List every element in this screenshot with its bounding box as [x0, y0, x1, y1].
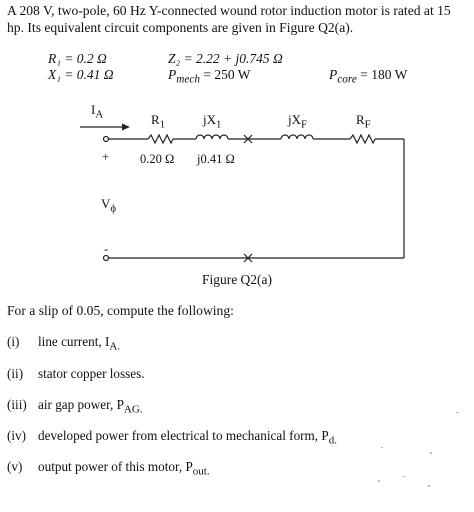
pcore-subscript: core — [337, 73, 357, 86]
question-subscript: out. — [192, 465, 210, 478]
pmech-value: = 250 W — [200, 67, 251, 82]
pmech-subscript: mech — [176, 73, 200, 86]
problem-intro: A 208 V, two-pole, 60 Hz Y-connected wound rotor induction motor is rated at 15 hp. Its equivalent circuit components are given in Figure Q2(a). — [7, 3, 451, 35]
jxf-symbol: jX — [288, 112, 301, 127]
param-z2: Z₂ = 2.22 + j0.745 Ω — [168, 51, 283, 66]
r1-subscript: 1 — [159, 118, 166, 131]
questions-intro: For a slip of 0.05, compute the following: — [7, 303, 234, 318]
question-number: (iii) — [7, 397, 27, 412]
question-subscript: AG. — [123, 403, 143, 416]
question-number: (v) — [7, 459, 23, 474]
question-number: (i) — [7, 334, 20, 349]
jxf-subscript: F — [301, 118, 308, 131]
jx1-subscript: 1 — [216, 118, 222, 131]
question-text: line current, I — [38, 334, 110, 349]
question-number: (iv) — [7, 428, 27, 443]
rf-subscript: F — [364, 118, 371, 131]
jx1-symbol: jX — [203, 112, 216, 127]
v-symbol: V — [101, 196, 111, 211]
minus-sign: - — [104, 242, 109, 256]
question-subscript: A. — [109, 340, 121, 353]
speck — [381, 447, 383, 448]
pmech-symbol: P — [168, 67, 177, 82]
figure-caption: Figure Q2(a) — [201, 272, 273, 287]
speck — [430, 452, 432, 454]
question-text: stator copper losses. — [38, 366, 145, 381]
param-r1: R₁ = 0.2 Ω — [48, 51, 107, 66]
v-subscript: ϕ — [110, 202, 117, 215]
ia-subscript: A — [95, 108, 104, 121]
param-x1: X₁ = 0.41 Ω — [48, 67, 114, 82]
speck — [378, 480, 380, 482]
speck — [456, 412, 459, 413]
rf-symbol: R — [356, 112, 365, 127]
r1-value: 0.20 Ω — [140, 152, 175, 166]
plus-sign: + — [102, 150, 110, 164]
speck — [403, 476, 405, 477]
question-text: air gap power, P — [38, 397, 124, 412]
question-text: developed power from electrical to mechanical form, P — [38, 428, 329, 443]
speck — [428, 485, 430, 487]
pcore-value: = 180 W — [356, 67, 408, 82]
question-subscript: d. — [328, 434, 337, 447]
pcore-symbol: P — [329, 67, 338, 82]
r1-symbol: R — [151, 112, 160, 127]
question-number: (ii) — [7, 366, 24, 381]
question-text: output power of this motor, P — [38, 459, 193, 474]
ia-symbol: I — [91, 102, 96, 117]
jx1-value: j0.41 Ω — [197, 152, 235, 166]
